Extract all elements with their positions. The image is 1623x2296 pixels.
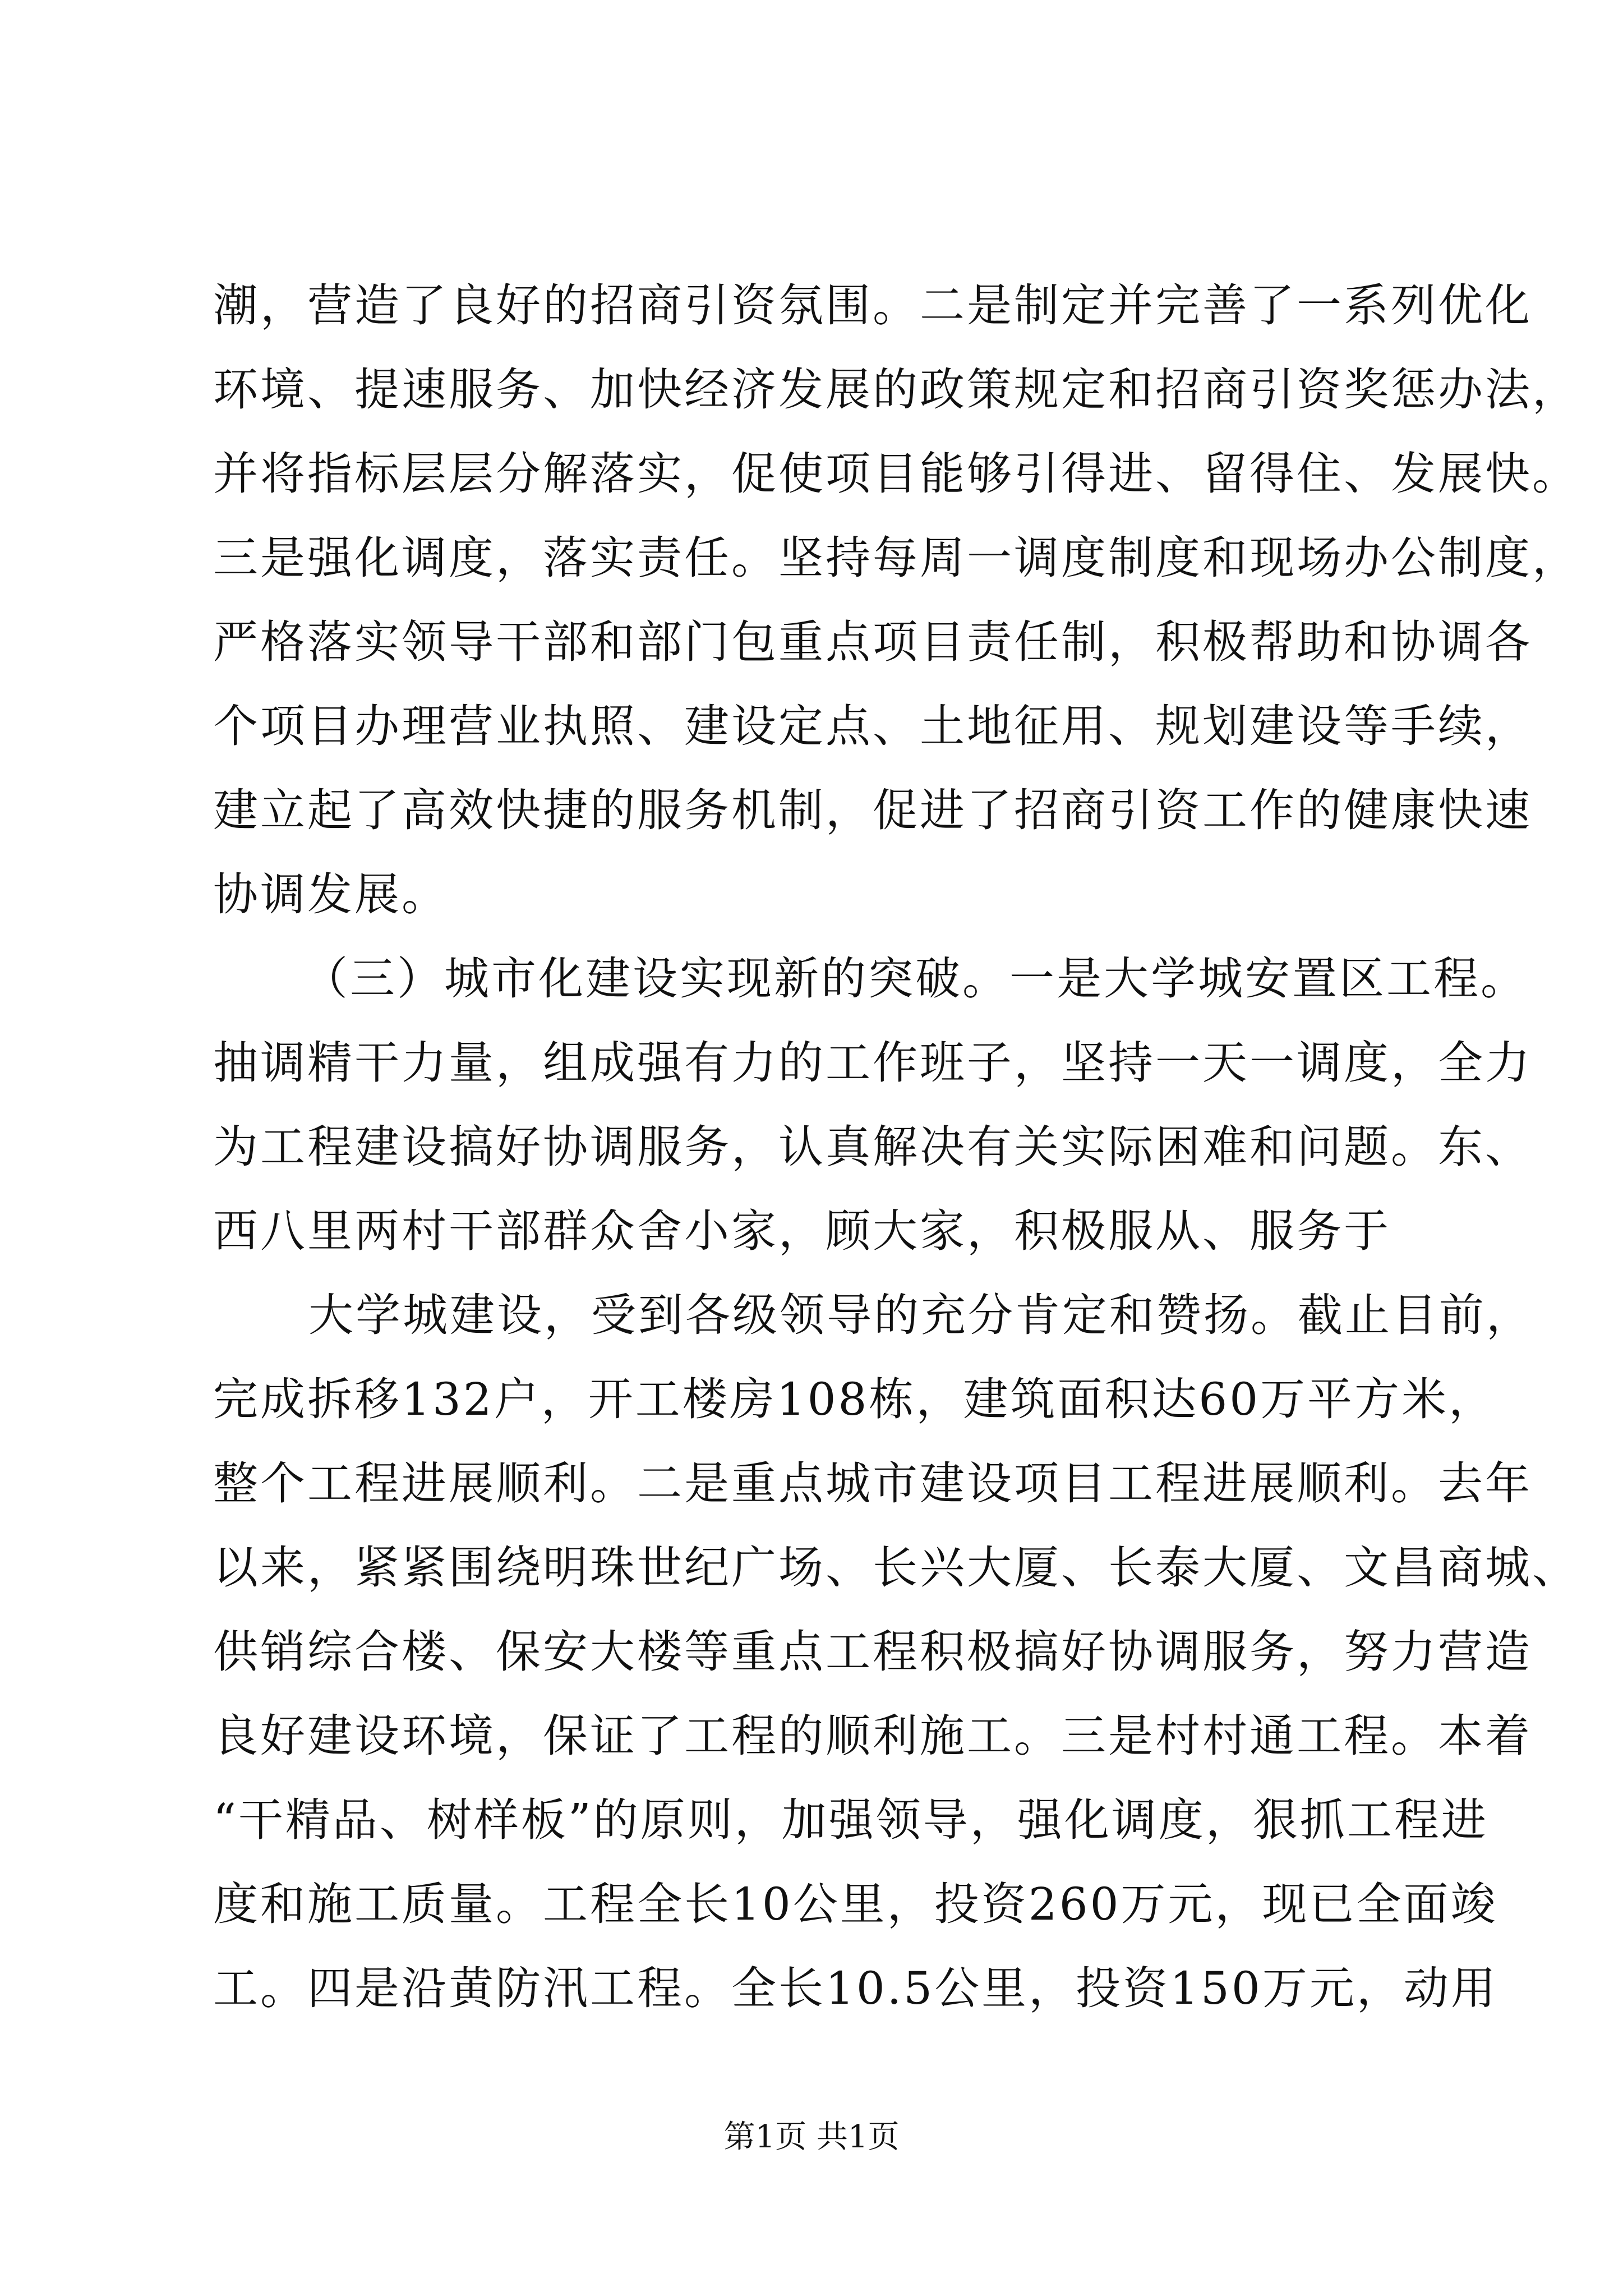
text-line-13: 大学城建设，受到各级领导的充分肯定和赞扬。截止目前， [308, 1289, 1533, 1341]
section-heading-line: （三）城市化建设实现新的突破。一是大学城安置区工程。 [303, 953, 1528, 1005]
text-line-6: 个项目办理营业执照、建设定点、土地征用、规划建设等手续， [213, 700, 1532, 752]
text-line-12: 西八里两村干部群众舍小家，顾大家，积极服从、服务于 [213, 1205, 1391, 1257]
text-line-14: 完成拆移132户，开工楼房108栋，建筑面积达60万平方米， [213, 1373, 1496, 1425]
text-line-19: “干精品、树样板”的原则，加强领导，强化调度，狠抓工程进 [213, 1794, 1488, 1846]
text-line-8: 协调发展。 [213, 868, 449, 921]
text-line-17: 供销综合楼、保安大楼等重点工程积极搞好协调服务，努力营造 [213, 1626, 1532, 1678]
text-line-16: 以来，紧紧围绕明珠世纪广场、长兴大厦、长泰大厦、文昌商城、 [213, 1542, 1579, 1594]
document-body [213, 264, 1579, 2031]
text-line-18: 良好建设环境，保证了工程的顺利施工。三是村村通工程。本着 [213, 1710, 1532, 1762]
page-footer: 第1页 共1页 [723, 2119, 900, 2155]
text-line-7: 建立起了高效快捷的服务机制，促进了招商引资工作的健康快速 [213, 784, 1532, 836]
text-line-11: 为工程建设搞好协调服务，认真解决有关实际困难和问题。东、 [213, 1121, 1532, 1173]
text-line-1: 潮，营造了良好的招商引资氛围。二是制定并完善了一系列优化 [213, 279, 1532, 332]
text-line-15: 整个工程进展顺利。二是重点城市建设项目工程进展顺利。去年 [213, 1457, 1532, 1510]
text-line-10: 抽调精干力量，组成强有力的工作班子，坚持一天一调度，全力 [213, 1037, 1532, 1089]
text-line-20: 度和施工质量。工程全长10公里，投资260万元，现已全面竣 [213, 1878, 1498, 1930]
text-line-2: 环境、提速服务、加快经济发展的政策规定和招商引资奖惩办法， [213, 364, 1579, 416]
text-line-3: 并将指标层层分解落实，促使项目能够引得进、留得住、发展快。 [213, 448, 1579, 500]
text-line-5: 严格落实领导干部和部门包重点项目责任制，积极帮助和协调各 [213, 616, 1532, 668]
text-line-4: 三是强化调度，落实责任。坚持每周一调度制度和现场办公制度， [213, 532, 1579, 584]
text-line-21: 工。四是沿黄防汛工程。全长10.5公里，投资150万元，动用 [213, 1962, 1498, 2014]
